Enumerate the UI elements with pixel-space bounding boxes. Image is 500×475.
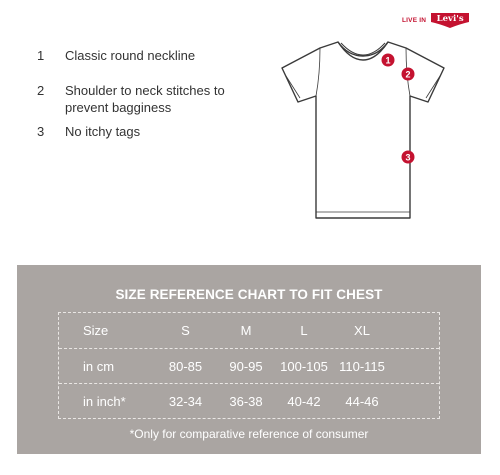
marker-number: 1 <box>385 55 391 66</box>
brand-badge <box>402 12 470 29</box>
size-header-cell: XL <box>354 323 370 338</box>
marker-1 <box>382 54 395 67</box>
feature-text-line: Shoulder to neck stitches to <box>65 83 225 98</box>
feature-number: 1 <box>37 48 45 63</box>
table-cell: 36-38 <box>229 393 263 409</box>
table-row <box>59 383 439 418</box>
tshirt-outline-icon <box>282 42 444 218</box>
size-header-cell: S <box>181 323 190 338</box>
table-cell: 44-46 <box>345 393 379 409</box>
marker-2 <box>402 68 415 81</box>
size-header-cell: M <box>240 323 252 338</box>
marker-3 <box>402 151 415 164</box>
feature-text <box>65 123 140 140</box>
table-cell: 100-105 <box>280 358 328 374</box>
size-header-cell: L <box>300 323 308 338</box>
table-cell: 80-85 <box>168 358 203 374</box>
table-header-row <box>59 313 439 348</box>
levis-logo <box>430 12 470 29</box>
marker-number: 3 <box>405 152 411 163</box>
table-cell: 90-95 <box>229 358 263 374</box>
feature-text <box>65 47 195 64</box>
feature-text-line: Classic round neckline <box>65 48 196 63</box>
feature-item-2 <box>37 82 225 116</box>
brand-tagline: LIVE IN <box>402 17 427 24</box>
size-chart-panel <box>17 265 481 454</box>
feature-number: 2 <box>37 83 45 98</box>
brand-logo-text: Levi's <box>436 14 464 24</box>
feature-text <box>65 82 225 116</box>
table-cell: 110-115 <box>339 358 385 374</box>
table-cell: 32-34 <box>168 393 203 409</box>
feature-text-line: prevent bagginess <box>65 100 172 115</box>
size-chart-footnote: *Only for comparative reference of consumer <box>129 427 369 441</box>
feature-item-3 <box>37 123 140 140</box>
table-cell: 40-42 <box>287 393 321 409</box>
size-chart-title: SIZE REFERENCE CHART TO FIT CHEST <box>115 287 383 302</box>
tshirt-illustration <box>278 36 448 226</box>
size-table <box>58 312 440 419</box>
row-label: in cm <box>83 358 115 374</box>
feature-text-line: No itchy tags <box>65 124 141 139</box>
marker-number: 2 <box>405 69 411 80</box>
row-label: Size <box>83 323 109 338</box>
row-label: in inch* <box>83 393 126 409</box>
table-row <box>59 348 439 383</box>
feature-number: 3 <box>37 124 45 139</box>
feature-item-1 <box>37 47 195 64</box>
